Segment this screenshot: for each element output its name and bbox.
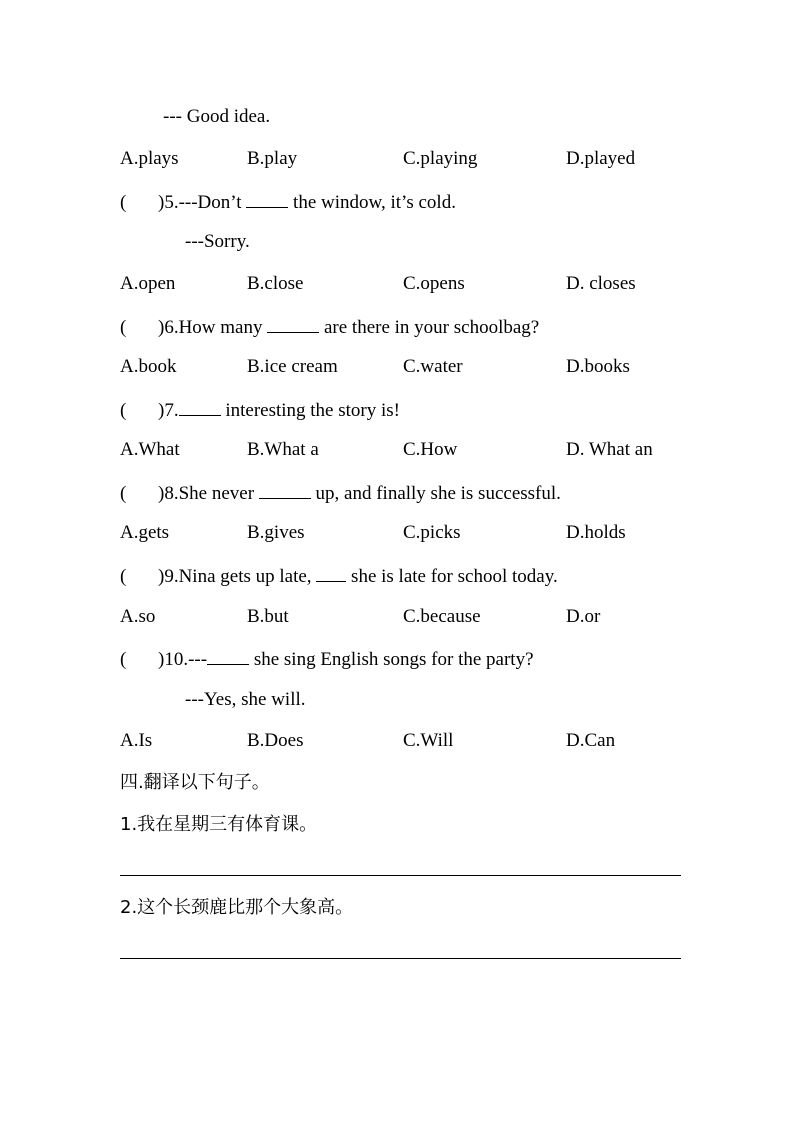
option-a[interactable]: A.gets — [120, 522, 170, 543]
translation-item-2: 2.这个长颈鹿比那个大象高。 — [120, 897, 354, 918]
question-rest: she is late for school today. — [351, 566, 558, 587]
q5-options — [120, 272, 720, 296]
q4-response: --- Good idea. — [163, 106, 271, 127]
answer-blank[interactable] — [316, 563, 346, 582]
question-rest: the window, it’s cold. — [293, 192, 456, 213]
question-8 — [120, 480, 561, 506]
option-c[interactable]: C.water — [403, 356, 463, 377]
answer-paren-open[interactable]: ( — [120, 649, 127, 670]
question-10 — [120, 646, 534, 672]
question-stem: )6.How many — [158, 317, 263, 338]
question-5 — [120, 189, 456, 215]
option-d[interactable]: D. What an — [566, 439, 653, 460]
question-rest: are there in your schoolbag? — [323, 317, 540, 338]
option-c[interactable]: C.How — [403, 439, 458, 460]
q10-options — [120, 729, 720, 753]
option-d[interactable]: D.played — [566, 148, 636, 169]
q4-options — [120, 147, 720, 171]
section-4-title: 四.翻译以下句子。 — [120, 772, 270, 793]
answer-paren-open[interactable]: ( — [120, 566, 127, 587]
option-c[interactable]: C.playing — [403, 148, 478, 169]
q6-options — [120, 355, 720, 379]
question-rest: interesting the story is! — [225, 400, 400, 421]
question-stem: )5.---Don’t — [158, 192, 242, 213]
option-a[interactable]: A.plays — [120, 148, 179, 169]
answer-blank[interactable] — [207, 646, 249, 665]
option-d[interactable]: D.or — [566, 606, 601, 627]
q10-response: ---Yes, she will. — [185, 689, 306, 710]
option-c[interactable]: C.Will — [403, 730, 454, 751]
question-stem: )7. — [158, 400, 179, 421]
answer-paren-open[interactable]: ( — [120, 400, 127, 421]
question-rest: up, and finally she is successful. — [315, 483, 561, 504]
option-b[interactable]: B.close — [247, 273, 304, 294]
option-c[interactable]: C.because — [403, 606, 481, 627]
q9-options — [120, 605, 720, 629]
answer-blank[interactable] — [267, 314, 319, 333]
option-c[interactable]: C.picks — [403, 522, 461, 543]
option-a[interactable]: A.What — [120, 439, 180, 460]
q5-response: ---Sorry. — [185, 231, 250, 252]
option-b[interactable]: B.Does — [247, 730, 304, 751]
q7-options — [120, 438, 720, 462]
option-b[interactable]: B.gives — [247, 522, 305, 543]
answer-blank[interactable] — [246, 189, 288, 208]
question-stem: )8.She never — [158, 483, 255, 504]
option-c[interactable]: C.opens — [403, 273, 465, 294]
option-b[interactable]: B.but — [247, 606, 289, 627]
option-a[interactable]: A.open — [120, 273, 176, 294]
question-stem: )9.Nina gets up late, — [158, 566, 312, 587]
option-a[interactable]: A.so — [120, 606, 156, 627]
option-a[interactable]: A.Is — [120, 730, 153, 751]
question-rest: she sing English songs for the party? — [253, 649, 534, 670]
answer-blank[interactable] — [179, 397, 221, 416]
option-b[interactable]: B.ice cream — [247, 356, 338, 377]
option-d[interactable]: D. closes — [566, 273, 636, 294]
translation-item-1: 1.我在星期三有体育课。 — [120, 814, 318, 835]
answer-paren-open[interactable]: ( — [120, 317, 127, 338]
question-7 — [120, 397, 400, 423]
question-stem: )10.--- — [158, 649, 208, 670]
q8-options — [120, 521, 720, 545]
answer-line-2[interactable] — [120, 958, 681, 959]
answer-paren-open[interactable]: ( — [120, 192, 127, 213]
option-a[interactable]: A.book — [120, 356, 177, 377]
option-d[interactable]: D.books — [566, 356, 630, 377]
option-d[interactable]: D.Can — [566, 730, 616, 751]
option-b[interactable]: B.play — [247, 148, 298, 169]
question-9 — [120, 563, 558, 589]
answer-blank[interactable] — [259, 480, 311, 499]
answer-paren-open[interactable]: ( — [120, 483, 127, 504]
option-b[interactable]: B.What a — [247, 439, 319, 460]
question-6 — [120, 314, 539, 340]
option-d[interactable]: D.holds — [566, 522, 626, 543]
answer-line-1[interactable] — [120, 875, 681, 876]
